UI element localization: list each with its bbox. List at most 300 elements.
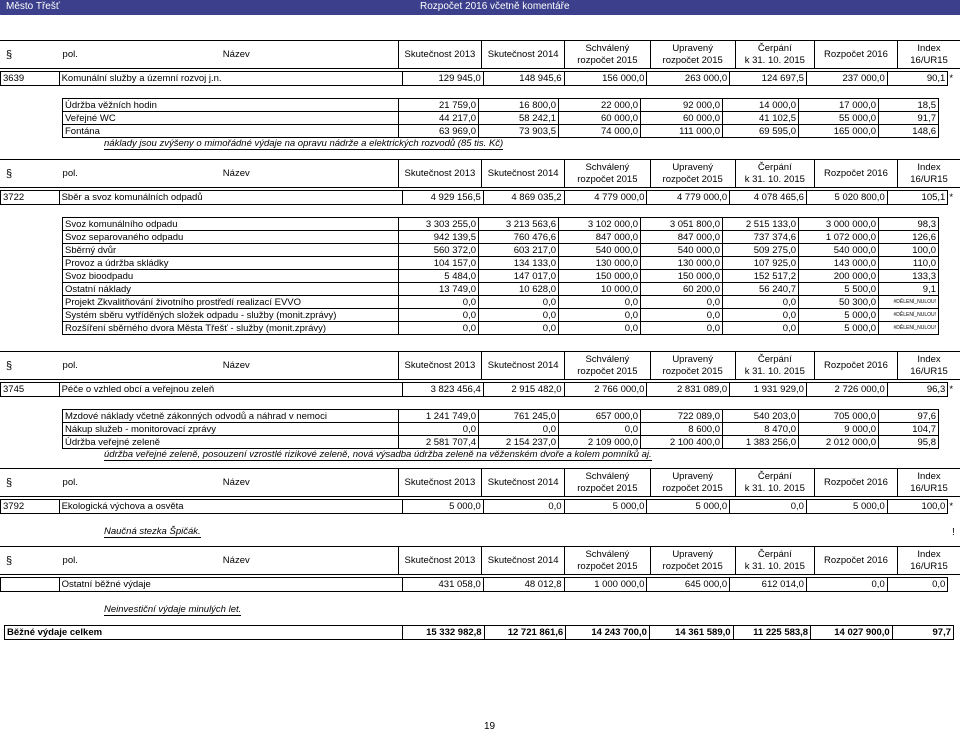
header-index-line2: 16/UR15 — [910, 365, 948, 377]
chapter-adjusted-2015: 2 831 089,0 — [647, 383, 730, 397]
item-actual-2014: 134 133,0 — [479, 257, 559, 270]
item-budget-2016: 9 000,0 — [799, 423, 879, 436]
item-actual-2013: 63 969,0 — [399, 125, 479, 138]
item-spent-oct-2015: 69 595,0 — [723, 125, 799, 138]
item-spent-oct-2015: 8 470,0 — [723, 423, 799, 436]
chapter-approved-2015: 4 779 000,0 — [564, 191, 647, 205]
table-row — [63, 283, 939, 296]
header-spent-2015-line1: Čerpání — [757, 548, 792, 560]
chapter-actual-2014: 48 012,8 — [483, 578, 564, 592]
chapter-budget-2016: 0,0 — [806, 578, 887, 592]
header-approved-2015-line2: rozpočet 2015 — [577, 54, 638, 66]
header-actual-2014: Skutečnost 2014 — [482, 41, 565, 69]
header-spent-2015-line1: Čerpání — [757, 353, 792, 365]
header-budget-2016: Rozpočet 2016 — [814, 160, 897, 188]
chapter-spent-oct-2015: 1 931 929,0 — [730, 383, 807, 397]
chapter-star: * — [949, 192, 954, 203]
header-spent-2015 — [735, 547, 814, 575]
header-paragraph: § — [6, 476, 13, 489]
table-header — [0, 546, 960, 575]
item-adjusted-2015: 60 200,0 — [641, 283, 723, 296]
chapter-actual-2013: 3 823 456,4 — [402, 383, 483, 397]
chapter-code: 3792 — [1, 500, 60, 514]
header-approved-2015-line2: rozpočet 2015 — [577, 173, 638, 185]
chapter-budget-2016: 5 000,0 — [806, 500, 887, 514]
item-actual-2013: 3 303 255,0 — [399, 218, 479, 231]
item-approved-2015: 847 000,0 — [559, 231, 641, 244]
item-approved-2015: 657 000,0 — [559, 410, 641, 423]
header-adjusted-2015 — [650, 352, 735, 380]
item-spent-oct-2015: 0,0 — [723, 309, 799, 322]
chapter-spent-oct-2015: 0,0 — [730, 500, 807, 514]
item-adjusted-2015: 540 000,0 — [641, 244, 723, 257]
header-name: Název — [222, 48, 250, 60]
header-index-line2: 16/UR15 — [910, 560, 948, 572]
chapter-adjusted-2015: 645 000,0 — [647, 578, 730, 592]
chapter-budget-2016: 5 020 800,0 — [806, 191, 887, 205]
header-approved-2015-line2: rozpočet 2015 — [577, 482, 638, 494]
item-actual-2014: 761 245,0 — [479, 410, 559, 423]
total-budget-2016: 14 027 900,0 — [811, 626, 893, 640]
item-approved-2015: 0,0 — [559, 309, 641, 322]
chapter-code — [1, 578, 60, 592]
chapter-budget-2016: 237 000,0 — [806, 72, 887, 86]
header-spent-2015-line2: k 31. 10. 2015 — [744, 54, 805, 66]
item-actual-2014: 0,0 — [479, 322, 559, 335]
header-index-line2: 16/UR15 — [910, 482, 948, 494]
item-index: 133,3 — [879, 270, 939, 283]
item-actual-2013: 0,0 — [399, 423, 479, 436]
header-index-line1: Index — [917, 42, 941, 54]
total-row — [4, 625, 954, 640]
item-spent-oct-2015: 152 517,2 — [723, 270, 799, 283]
item-actual-2013: 0,0 — [399, 322, 479, 335]
chapter-code: 3639 — [1, 72, 60, 86]
item-index: 110,0 — [879, 257, 939, 270]
total-approved-2015: 14 243 700,0 — [566, 626, 650, 640]
item-name: Nákup služeb - monitorovací zprávy — [63, 423, 399, 436]
header-spent-2015 — [735, 469, 814, 497]
item-adjusted-2015: 2 100 400,0 — [641, 436, 723, 449]
item-adjusted-2015: 92 000,0 — [641, 99, 723, 112]
item-actual-2013: 44 217,0 — [399, 112, 479, 125]
item-name: Údržba věžních hodin — [63, 99, 399, 112]
item-index: 148,6 — [879, 125, 939, 138]
header-actual-2013: Skutečnost 2013 — [398, 469, 481, 497]
header-approved-2015-line1: Schválený — [585, 42, 630, 54]
table-row — [63, 309, 939, 322]
header-spent-2015-line2: k 31. 10. 2015 — [744, 482, 805, 494]
header-budget-2016: Rozpočet 2016 — [814, 547, 897, 575]
header-approved-2015-line1: Schválený — [585, 548, 630, 560]
item-actual-2013: 942 139,5 — [399, 231, 479, 244]
chapter-index: 96,3 — [887, 383, 948, 397]
item-adjusted-2015: 0,0 — [641, 322, 723, 335]
page-number: 19 — [484, 721, 496, 732]
item-actual-2014: 3 213 563,6 — [479, 218, 559, 231]
header-pol: pol. — [62, 554, 78, 566]
item-approved-2015: 0,0 — [559, 296, 641, 309]
chapter-row — [0, 190, 960, 205]
chapter-adjusted-2015: 263 000,0 — [647, 72, 730, 86]
header-approved-2015 — [565, 547, 650, 575]
item-name: Projekt Zkvalitňování životního prostředí realizací EVVO — [63, 296, 399, 309]
header-adjusted-2015-line1: Upravený — [672, 42, 713, 54]
chapter-index: 90,1 — [887, 72, 948, 86]
item-adjusted-2015: 150 000,0 — [641, 270, 723, 283]
chapter-actual-2014: 2 915 482,0 — [483, 383, 564, 397]
item-budget-2016: 5 000,0 — [799, 322, 879, 335]
chapter-spent-oct-2015: 4 078 465,6 — [730, 191, 807, 205]
header-spent-2015 — [735, 352, 814, 380]
item-approved-2015: 22 000,0 — [559, 99, 641, 112]
chapter-actual-2014: 148 945,6 — [483, 72, 564, 86]
table-row — [63, 125, 939, 138]
item-budget-2016: 55 000,0 — [799, 112, 879, 125]
item-spent-oct-2015: 1 383 256,0 — [723, 436, 799, 449]
table-header — [0, 351, 960, 380]
chapter-name: Péče o vzhled obcí a veřejnou zeleň — [59, 383, 402, 397]
chapter-adjusted-2015: 5 000,0 — [647, 500, 730, 514]
item-index: 91,7 — [879, 112, 939, 125]
item-adjusted-2015: 722 089,0 — [641, 410, 723, 423]
total-adjusted-2015: 14 361 589,0 — [649, 626, 733, 640]
header-paragraph: § — [6, 359, 13, 372]
item-budget-2016: 165 000,0 — [799, 125, 879, 138]
header-approved-2015-line1: Schválený — [585, 353, 630, 365]
header-index-line2: 16/UR15 — [910, 54, 948, 66]
item-index: 104,7 — [879, 423, 939, 436]
chapter-star — [948, 578, 960, 592]
header-index — [898, 160, 960, 188]
city-name: Město Třešť — [6, 1, 60, 12]
item-budget-2016: 5 000,0 — [799, 309, 879, 322]
item-index: 100,0 — [879, 244, 939, 257]
item-name: Provoz a údržba skládky — [63, 257, 399, 270]
comment-note: Neinvestiční výdaje minulých let. — [104, 604, 242, 615]
chapter-approved-2015: 2 766 000,0 — [564, 383, 647, 397]
item-adjusted-2015: 8 600,0 — [641, 423, 723, 436]
item-adjusted-2015: 0,0 — [641, 296, 723, 309]
item-actual-2014: 16 800,0 — [479, 99, 559, 112]
chapter-index: 100,0 — [887, 500, 948, 514]
total-label: Běžné výdaje celkem — [5, 626, 403, 640]
header-paragraph: § — [6, 554, 13, 567]
header-name: Název — [222, 359, 250, 371]
item-actual-2014: 0,0 — [479, 296, 559, 309]
header-approved-2015 — [565, 160, 650, 188]
item-budget-2016: 1 072 000,0 — [799, 231, 879, 244]
item-approved-2015: 0,0 — [559, 423, 641, 436]
item-adjusted-2015: 130 000,0 — [641, 257, 723, 270]
chapter-actual-2014: 4 869 035,2 — [483, 191, 564, 205]
item-actual-2013: 13 749,0 — [399, 283, 479, 296]
header-adjusted-2015-line1: Upravený — [672, 548, 713, 560]
chapter-code: 3722 — [1, 191, 60, 205]
chapter-name: Ostatní běžné výdaje — [59, 578, 402, 592]
item-name: Fontána — [63, 125, 399, 138]
table-row — [63, 112, 939, 125]
document-header-bar — [0, 0, 960, 15]
table-header — [0, 468, 960, 497]
item-actual-2013: 560 372,0 — [399, 244, 479, 257]
comment-note: náklady jsou zvýšeny o mimořádné výdaje na opravu nádrže a elektrických rozvodů (85 tis. Kč) — [104, 138, 504, 149]
header-index-line1: Index — [917, 470, 941, 482]
item-actual-2013: 0,0 — [399, 296, 479, 309]
total-index: 97,7 — [892, 626, 953, 640]
chapter-code: 3745 — [1, 383, 60, 397]
item-actual-2013: 0,0 — [399, 309, 479, 322]
header-index-line1: Index — [917, 548, 941, 560]
chapter-star: * — [949, 73, 954, 84]
item-budget-2016: 50 300,0 — [799, 296, 879, 309]
header-index — [898, 41, 960, 69]
item-budget-2016: 3 000 000,0 — [799, 218, 879, 231]
item-budget-2016: 2 012 000,0 — [799, 436, 879, 449]
table-row — [63, 244, 939, 257]
item-budget-2016: 143 000,0 — [799, 257, 879, 270]
chapter-approved-2015: 1 000 000,0 — [564, 578, 647, 592]
item-actual-2013: 1 241 749,0 — [399, 410, 479, 423]
item-table — [62, 98, 939, 138]
total-spent-oct-2015: 11 225 583,8 — [733, 626, 811, 640]
item-approved-2015: 3 102 000,0 — [559, 218, 641, 231]
chapter-spent-oct-2015: 124 697,5 — [730, 72, 807, 86]
header-adjusted-2015-line2: rozpočet 2015 — [662, 482, 723, 494]
header-pol: pol. — [62, 48, 78, 60]
chapter-row — [0, 71, 960, 86]
item-index: #DĚLENÍ_NULOU! — [879, 309, 939, 322]
header-approved-2015 — [565, 352, 650, 380]
table-row — [63, 423, 939, 436]
item-name: Svoz separovaného odpadu — [63, 231, 399, 244]
header-spent-2015-line1: Čerpání — [757, 470, 792, 482]
chapter-actual-2014: 0,0 — [483, 500, 564, 514]
item-actual-2014: 10 628,0 — [479, 283, 559, 296]
item-name: Mzdové náklady včetně zákonných odvodů a náhrad v nemoci — [63, 410, 399, 423]
item-name: Rozšíření sběrného dvora Města Třešť - služby (monit.zprávy) — [63, 322, 399, 335]
chapter-name: Ekologická výchova a osvěta — [59, 500, 402, 514]
item-table — [62, 409, 939, 449]
table-row — [63, 257, 939, 270]
header-approved-2015 — [565, 41, 650, 69]
item-spent-oct-2015: 107 925,0 — [723, 257, 799, 270]
item-budget-2016: 540 000,0 — [799, 244, 879, 257]
item-spent-oct-2015: 56 240,7 — [723, 283, 799, 296]
chapter-row — [0, 382, 960, 397]
item-spent-oct-2015: 540 203,0 — [723, 410, 799, 423]
header-adjusted-2015-line1: Upravený — [672, 470, 713, 482]
item-index: #DĚLENÍ_NULOU! — [879, 322, 939, 335]
table-row — [63, 436, 939, 449]
chapter-star: * — [949, 384, 954, 395]
item-approved-2015: 0,0 — [559, 322, 641, 335]
item-spent-oct-2015: 2 515 133,0 — [723, 218, 799, 231]
document-title: Rozpočet 2016 včetně komentáře — [420, 1, 570, 12]
header-budget-2016: Rozpočet 2016 — [814, 469, 897, 497]
header-spent-2015-line2: k 31. 10. 2015 — [744, 173, 805, 185]
header-adjusted-2015-line2: rozpočet 2015 — [662, 173, 723, 185]
chapter-index: 0,0 — [887, 578, 948, 592]
header-spent-2015-line2: k 31. 10. 2015 — [744, 365, 805, 377]
note-mark: ! — [952, 527, 955, 538]
header-adjusted-2015-line1: Upravený — [672, 161, 713, 173]
item-adjusted-2015: 3 051 800,0 — [641, 218, 723, 231]
chapter-spent-oct-2015: 612 014,0 — [730, 578, 807, 592]
item-adjusted-2015: 111 000,0 — [641, 125, 723, 138]
chapter-actual-2013: 4 929 156,5 — [402, 191, 483, 205]
header-budget-2016: Rozpočet 2016 — [814, 352, 897, 380]
header-spent-2015 — [735, 41, 814, 69]
header-actual-2013: Skutečnost 2013 — [398, 41, 481, 69]
header-approved-2015-line1: Schválený — [585, 161, 630, 173]
table-header — [0, 40, 960, 69]
header-pol: pol. — [62, 167, 78, 179]
item-table — [62, 217, 939, 335]
chapter-budget-2016: 2 726 000,0 — [806, 383, 887, 397]
item-approved-2015: 540 000,0 — [559, 244, 641, 257]
header-name: Název — [222, 476, 250, 488]
header-actual-2014: Skutečnost 2014 — [482, 469, 565, 497]
chapter-row — [0, 577, 960, 592]
item-actual-2014: 58 242,1 — [479, 112, 559, 125]
total-actual-2013: 15 332 982,8 — [402, 626, 484, 640]
header-adjusted-2015-line2: rozpočet 2015 — [662, 560, 723, 572]
item-actual-2014: 0,0 — [479, 309, 559, 322]
table-header — [0, 159, 960, 188]
table-row — [63, 296, 939, 309]
item-approved-2015: 10 000,0 — [559, 283, 641, 296]
item-index: 97,6 — [879, 410, 939, 423]
header-adjusted-2015-line2: rozpočet 2015 — [662, 54, 723, 66]
header-paragraph: § — [6, 167, 13, 180]
header-adjusted-2015-line2: rozpočet 2015 — [662, 365, 723, 377]
header-approved-2015-line2: rozpočet 2015 — [577, 560, 638, 572]
chapter-name: Komunální služby a územní rozvoj j.n. — [59, 72, 402, 86]
header-paragraph: § — [6, 48, 13, 61]
item-name: Sběrný dvůr — [63, 244, 399, 257]
chapter-index: 105,1 — [887, 191, 948, 205]
header-spent-2015-line2: k 31. 10. 2015 — [744, 560, 805, 572]
item-index: 126,6 — [879, 231, 939, 244]
item-name: Svoz bioodpadu — [63, 270, 399, 283]
header-budget-2016: Rozpočet 2016 — [814, 41, 897, 69]
item-spent-oct-2015: 41 102,5 — [723, 112, 799, 125]
item-adjusted-2015: 847 000,0 — [641, 231, 723, 244]
header-pol: pol. — [62, 359, 78, 371]
item-name: Veřejné WC — [63, 112, 399, 125]
item-actual-2014: 0,0 — [479, 423, 559, 436]
header-adjusted-2015 — [650, 469, 735, 497]
header-adjusted-2015 — [650, 41, 735, 69]
item-actual-2014: 2 154 237,0 — [479, 436, 559, 449]
chapter-row — [0, 499, 960, 514]
header-spent-2015-line1: Čerpání — [757, 42, 792, 54]
item-budget-2016: 200 000,0 — [799, 270, 879, 283]
item-approved-2015: 130 000,0 — [559, 257, 641, 270]
header-name: Název — [222, 167, 250, 179]
header-actual-2013: Skutečnost 2013 — [398, 547, 481, 575]
item-index: 9,1 — [879, 283, 939, 296]
header-approved-2015-line1: Schválený — [585, 470, 630, 482]
item-adjusted-2015: 60 000,0 — [641, 112, 723, 125]
item-adjusted-2015: 0,0 — [641, 309, 723, 322]
table-row — [63, 270, 939, 283]
item-approved-2015: 150 000,0 — [559, 270, 641, 283]
item-index: #DĚLENÍ_NULOU! — [879, 296, 939, 309]
chapter-actual-2013: 5 000,0 — [402, 500, 483, 514]
table-row — [63, 410, 939, 423]
item-actual-2014: 73 903,5 — [479, 125, 559, 138]
item-name: Údržba veřejné zeleně — [63, 436, 399, 449]
item-budget-2016: 17 000,0 — [799, 99, 879, 112]
header-index-line1: Index — [917, 353, 941, 365]
item-actual-2014: 147 017,0 — [479, 270, 559, 283]
item-spent-oct-2015: 509 275,0 — [723, 244, 799, 257]
header-adjusted-2015 — [650, 547, 735, 575]
header-index — [898, 469, 960, 497]
item-name: Svoz komunálního odpadu — [63, 218, 399, 231]
table-row — [63, 218, 939, 231]
header-spent-2015-line1: Čerpání — [757, 161, 792, 173]
total-actual-2014: 12 721 861,6 — [484, 626, 566, 640]
chapter-adjusted-2015: 4 779 000,0 — [647, 191, 730, 205]
item-approved-2015: 74 000,0 — [559, 125, 641, 138]
header-approved-2015 — [565, 469, 650, 497]
chapter-actual-2013: 431 058,0 — [402, 578, 483, 592]
table-row — [63, 99, 939, 112]
header-actual-2014: Skutečnost 2014 — [482, 160, 565, 188]
table-row — [63, 231, 939, 244]
header-spent-2015 — [735, 160, 814, 188]
header-adjusted-2015-line1: Upravený — [672, 353, 713, 365]
item-approved-2015: 60 000,0 — [559, 112, 641, 125]
item-spent-oct-2015: 14 000,0 — [723, 99, 799, 112]
header-actual-2013: Skutečnost 2013 — [398, 160, 481, 188]
header-index — [898, 547, 960, 575]
item-actual-2013: 5 484,0 — [399, 270, 479, 283]
header-index — [898, 352, 960, 380]
item-index: 98,3 — [879, 218, 939, 231]
chapter-star: * — [949, 501, 954, 512]
chapter-name: Sběr a svoz komunálních odpadů — [59, 191, 402, 205]
item-index: 18,5 — [879, 99, 939, 112]
header-actual-2014: Skutečnost 2014 — [482, 352, 565, 380]
chapter-actual-2013: 129 945,0 — [402, 72, 483, 86]
header-index-line1: Index — [917, 161, 941, 173]
item-actual-2014: 760 476,6 — [479, 231, 559, 244]
header-approved-2015-line2: rozpočet 2015 — [577, 365, 638, 377]
item-actual-2013: 21 759,0 — [399, 99, 479, 112]
item-spent-oct-2015: 737 374,6 — [723, 231, 799, 244]
item-spent-oct-2015: 0,0 — [723, 322, 799, 335]
item-budget-2016: 5 500,0 — [799, 283, 879, 296]
header-index-line2: 16/UR15 — [910, 173, 948, 185]
item-name: Ostatní náklady — [63, 283, 399, 296]
table-row — [63, 322, 939, 335]
comment-note: údržba veřejné zeleně, posouzení vzrostlé rizikové zeleně, nová výsadba údržba zeleně na věženském dvoře a kolem pomníků aj. — [104, 449, 652, 460]
header-name: Název — [222, 554, 250, 566]
item-actual-2013: 104 157,0 — [399, 257, 479, 270]
chapter-approved-2015: 5 000,0 — [564, 500, 647, 514]
item-budget-2016: 705 000,0 — [799, 410, 879, 423]
chapter-approved-2015: 156 000,0 — [564, 72, 647, 86]
item-approved-2015: 2 109 000,0 — [559, 436, 641, 449]
header-pol: pol. — [62, 476, 78, 488]
item-actual-2013: 2 581 707,4 — [399, 436, 479, 449]
header-actual-2013: Skutečnost 2013 — [398, 352, 481, 380]
item-name: Systém sběru vytříděných složek odpadu - služby (monit.zprávy) — [63, 309, 399, 322]
